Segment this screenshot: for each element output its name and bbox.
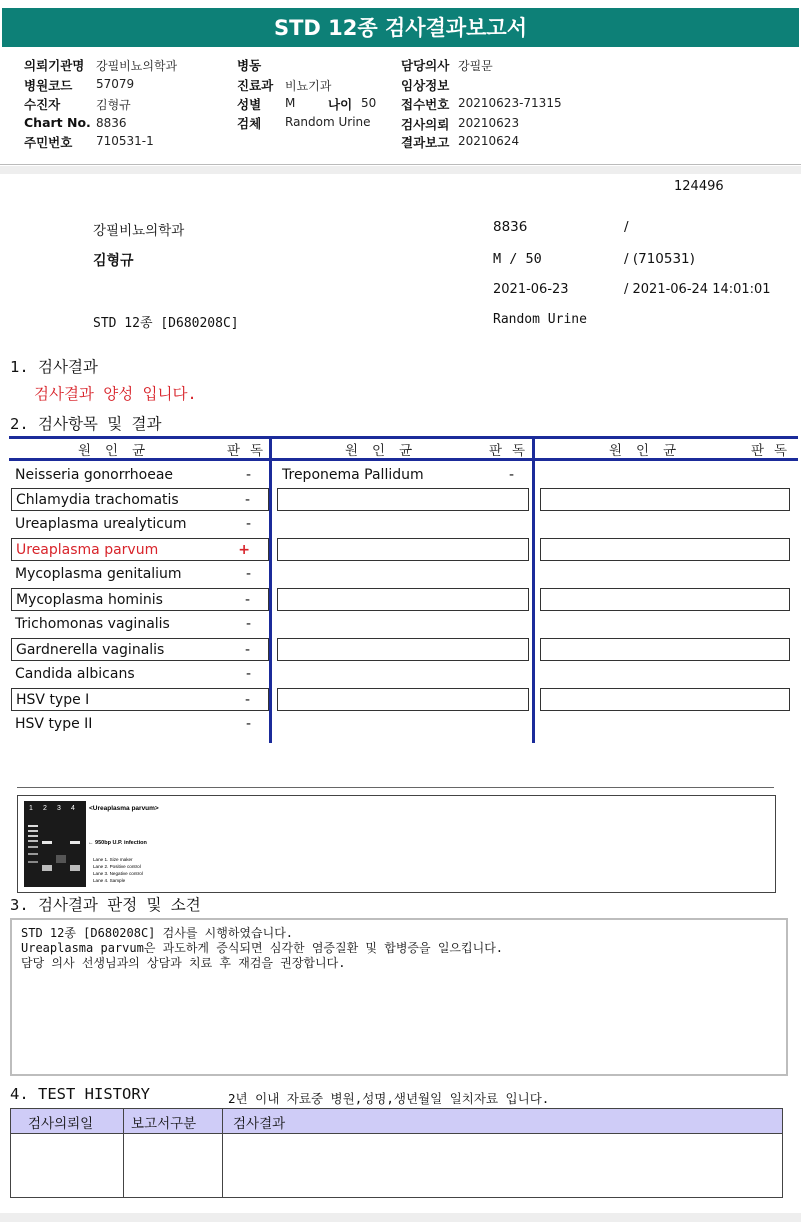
gel-legend-line: Lane 4. Sample <box>93 878 126 883</box>
negative-control-smear <box>56 855 66 863</box>
report-title: STD 12종 검사결과보고서 <box>2 8 799 47</box>
id-label: 주민번호 <box>24 135 73 150</box>
sample-primer-band <box>70 865 80 871</box>
empty-cell <box>540 588 790 611</box>
sex-label: 성별 <box>237 97 262 112</box>
pathogen-name: Ureaplasma urealyticum <box>15 516 187 532</box>
patient-label: 수진자 <box>24 97 61 112</box>
list-item-positive <box>11 538 269 561</box>
empty-cell <box>277 538 529 561</box>
empty-cell <box>540 488 790 511</box>
judgement-value: - <box>244 692 250 708</box>
judgement-value: - <box>245 467 251 483</box>
age-label: 나이 <box>328 97 353 112</box>
list-item <box>11 513 269 536</box>
list-item <box>11 663 269 686</box>
pathogen-name: HSV type II <box>15 716 93 732</box>
specimen-value: Random Urine <box>285 115 371 129</box>
pathogen-name: Treponema Pallidum <box>282 467 424 483</box>
list-item <box>11 713 269 736</box>
judgement-value: - <box>245 716 251 732</box>
pathogen-name: Neisseria gonorrhoeae <box>15 467 174 483</box>
history-col-result: 검사결과 <box>233 1116 286 1132</box>
judgement-value: - <box>245 516 251 532</box>
opinion-line: STD 12종 [D680208C] 검사를 시행하였습니다. <box>21 926 294 940</box>
empty-cell <box>540 538 790 561</box>
pathogen-name: Ureaplasma parvum <box>16 542 159 558</box>
gel-legend-line: Lane 3. Negative control <box>93 871 143 876</box>
opinion-line: 담당 의사 선생님과의 상담과 치료 후 재검을 권장합니다. <box>21 956 346 970</box>
pathogen-name: Candida albicans <box>15 666 135 682</box>
list-item <box>278 464 528 487</box>
pathogen-name: HSV type I <box>16 692 90 708</box>
hospital-code-label: 병원코드 <box>24 78 73 93</box>
gel-legend-line: Lane 2. Positive control <box>93 864 141 869</box>
pathogen-name: Gardnerella vaginalis <box>16 642 165 658</box>
judgement-value: - <box>245 666 251 682</box>
col2-judge-header: 판독 <box>489 443 536 459</box>
lane-number: 1 <box>29 805 33 812</box>
positive-control-band <box>42 841 52 844</box>
report-code: 124496 <box>674 179 724 194</box>
dept-value: 비뇨기과 <box>285 79 332 93</box>
history-col-divider <box>222 1109 223 1197</box>
footer-band <box>0 1213 801 1222</box>
judgement-value: - <box>244 642 250 658</box>
band-label: ← 950bp U.P. infection <box>88 840 147 846</box>
summary-institution: 강필비뇨의학과 <box>93 223 185 239</box>
list-item <box>11 688 269 711</box>
lane-number: 3 <box>57 805 61 812</box>
summary-birth: / (710531) <box>624 251 695 267</box>
section-3-title: 3. 검사결과 판정 및 소견 <box>10 896 201 914</box>
doctor-label: 담당의사 <box>401 58 450 73</box>
patient-value: 김형규 <box>96 98 131 112</box>
list-item <box>11 588 269 611</box>
summary-test-name: STD 12종 [D680208C] <box>93 316 239 331</box>
header-divider <box>0 166 801 174</box>
empty-cell <box>277 638 529 661</box>
grid-col-divider-2 <box>532 436 535 743</box>
summary-slash: / <box>624 219 629 235</box>
result-label: 결과보고 <box>401 135 450 150</box>
receipt-label: 접수번호 <box>401 97 450 112</box>
chart-label: Chart No. <box>24 115 91 130</box>
judgement-value: - <box>245 616 251 632</box>
summary-patient: 김형규 <box>93 253 134 269</box>
pathogen-name: Mycoplasma genitalium <box>15 566 182 582</box>
ward-label: 병동 <box>237 58 262 73</box>
summary-sex-age: M / 50 <box>493 251 542 267</box>
summary-request-date: 2021-06-23 <box>493 282 569 297</box>
specimen-label: 검체 <box>237 116 262 131</box>
col2-pathogen-header: 원인균 <box>345 443 427 459</box>
empty-cell <box>277 488 529 511</box>
summary-specimen: Random Urine <box>493 312 587 327</box>
opinion-box <box>10 918 788 1076</box>
hospital-code-value: 57079 <box>96 77 135 91</box>
list-item <box>11 563 269 586</box>
empty-cell <box>277 688 529 711</box>
sample-band <box>70 841 80 844</box>
gel-title: <Ureaplasma parvum> <box>89 805 159 812</box>
opinion-line: Ureaplasma parvum은 과도하게 증식되면 심각한 염증질환 및 합병증을 일으킵니다. <box>21 941 504 955</box>
gel-electrophoresis-panel <box>17 795 776 893</box>
empty-cell <box>540 688 790 711</box>
primer-dimer-band <box>42 865 52 871</box>
gel-legend-line: Lane 1. Size maker <box>93 857 133 862</box>
result-summary-text: 검사결과 양성 입니다. <box>34 385 197 403</box>
gel-top-rule <box>17 787 774 788</box>
sex-value: M <box>285 96 296 110</box>
judgement-value: - <box>244 492 250 508</box>
judgement-value: - <box>244 592 250 608</box>
institution-value: 강필비뇨의학과 <box>96 59 178 73</box>
result-value: 20210624 <box>458 134 520 148</box>
age-value: 50 <box>361 96 377 110</box>
judgement-value: - <box>245 566 251 582</box>
chart-value: 8836 <box>96 116 127 130</box>
lane-number: 2 <box>43 805 47 812</box>
request-value: 20210623 <box>458 116 520 130</box>
doctor-value: 강필문 <box>458 59 493 73</box>
lane-number: 4 <box>71 805 75 812</box>
history-col-request-date: 검사의뢰일 <box>28 1116 94 1132</box>
col1-pathogen-header: 원인균 <box>78 443 160 459</box>
report-header <box>0 48 801 165</box>
col1-judge-header: 판독 <box>227 443 274 459</box>
history-table <box>10 1108 783 1198</box>
pathogen-name: Mycoplasma hominis <box>16 592 163 608</box>
section-4-title: 4. TEST HISTORY <box>10 1085 150 1103</box>
grid-col-divider-1 <box>269 436 272 743</box>
col3-judge-header: 판독 <box>751 443 798 459</box>
summary-chart: 8836 <box>493 219 528 235</box>
gel-image <box>22 799 172 891</box>
history-col-divider <box>123 1109 124 1197</box>
empty-cell <box>540 638 790 661</box>
history-col-report-type: 보고서구분 <box>131 1116 197 1132</box>
empty-cell <box>277 588 529 611</box>
summary-report-datetime: / 2021-06-24 14:01:01 <box>624 282 771 297</box>
section-1-title: 1. 검사결과 <box>10 358 98 376</box>
judgement-value: - <box>508 467 514 483</box>
institution-label: 의뢰기관명 <box>24 58 85 73</box>
dept-label: 진료과 <box>237 78 274 93</box>
pathogen-name: Trichomonas vaginalis <box>15 616 170 632</box>
history-note: 2년 이내 자료중 병원,성명,생년월일 일치자료 입니다. <box>228 1091 550 1106</box>
col3-pathogen-header: 원인균 <box>609 443 691 459</box>
history-table-header <box>11 1109 782 1134</box>
list-item <box>11 464 269 487</box>
list-item <box>11 613 269 636</box>
request-label: 검사의뢰 <box>401 117 450 132</box>
list-item <box>11 638 269 661</box>
judgement-value: + <box>238 542 250 558</box>
pathogen-name: Chlamydia trachomatis <box>16 492 179 508</box>
list-item <box>11 488 269 511</box>
id-value: 710531-1 <box>96 134 154 148</box>
clinical-label: 임상정보 <box>401 78 450 93</box>
section-2-title: 2. 검사항목 및 결과 <box>10 415 162 433</box>
receipt-value: 20210623-71315 <box>458 96 562 110</box>
